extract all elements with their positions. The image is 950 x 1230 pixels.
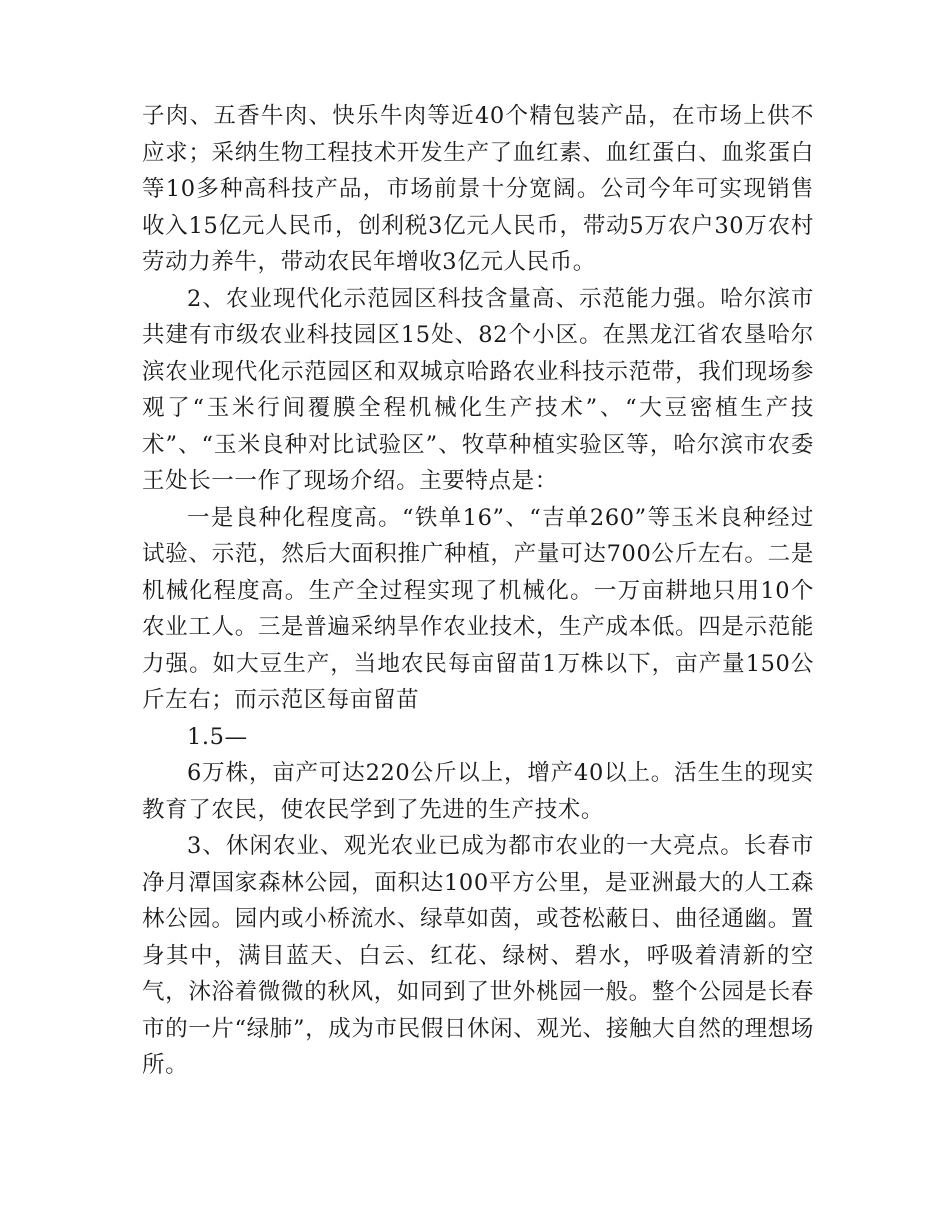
paragraph-3: 一是良种化程度高。“铁单16”、“吉单260”等玉米良种经过试验、示范，然后大面积推广种植，产量可达700公斤左右。二是机械化程度高。生产全过程实现了机械化。一万亩耕地只用10个农业工人。三是普遍采纳旱作农业技术，生产成本低。四是示范能力强。如大豆生产，当地农民每亩留苗1万株以下，亩产量150公斤左右；而示范区每亩留苗 bbox=[142, 504, 814, 713]
paragraph-6: 3、休闲农业、观光农业已成为都市农业的一大亮点。长春市净月潭国家森林公园，面积达100平方公里，是亚洲最大的人工森林公园。园内或小桥流水、绿草如茵，或苍松蔽日、曲径通幽。置身其中，满目蓝天、白云、红花、绿树、碧水，呼吸着清新的空气，沐浴着微微的秋风，如同到了世外桃园一般。整个公园是长春市的一片“绿肺”，成为市民假日休闲、观光、接触大自然的理想场所。 bbox=[142, 833, 814, 1078]
paragraph-1: 子肉、五香牛肉、快乐牛肉等近40个精包装产品，在市场上供不应求；采纳生物工程技术开发生产了血红素、血红蛋白、血浆蛋白等10多种高科技产品，市场前景十分宽阔。公司今年可实现销售收入15亿元人民币，创利税3亿元人民币，带动5万农户30万农村劳动力养牛，带动农民年增收3亿元人民币。 bbox=[142, 103, 814, 275]
paragraph-4: 1.5— bbox=[187, 723, 248, 750]
document-page bbox=[142, 98, 814, 1084]
paragraph-2: 2、农业现代化示范园区科技含量高、示范能力强。哈尔滨市共建有市级农业科技园区15处、82个小区。在黑龙江省农垦哈尔滨农业现代化示范园区和双城京哈路农业科技示范带，我们现场参观了“玉米行间覆膜全程机械化生产技术”、“大豆密植生产技术”、“玉米良种对比试验区”、牧草种植实验区等，哈尔滨市农委王处长一一作了现场介绍。主要特点是： bbox=[142, 285, 814, 494]
paragraph-5: 6万株，亩产可达220公斤以上，增产40以上。活生生的现实教育了农民，使农民学到了先进的生产技术。 bbox=[142, 760, 814, 823]
